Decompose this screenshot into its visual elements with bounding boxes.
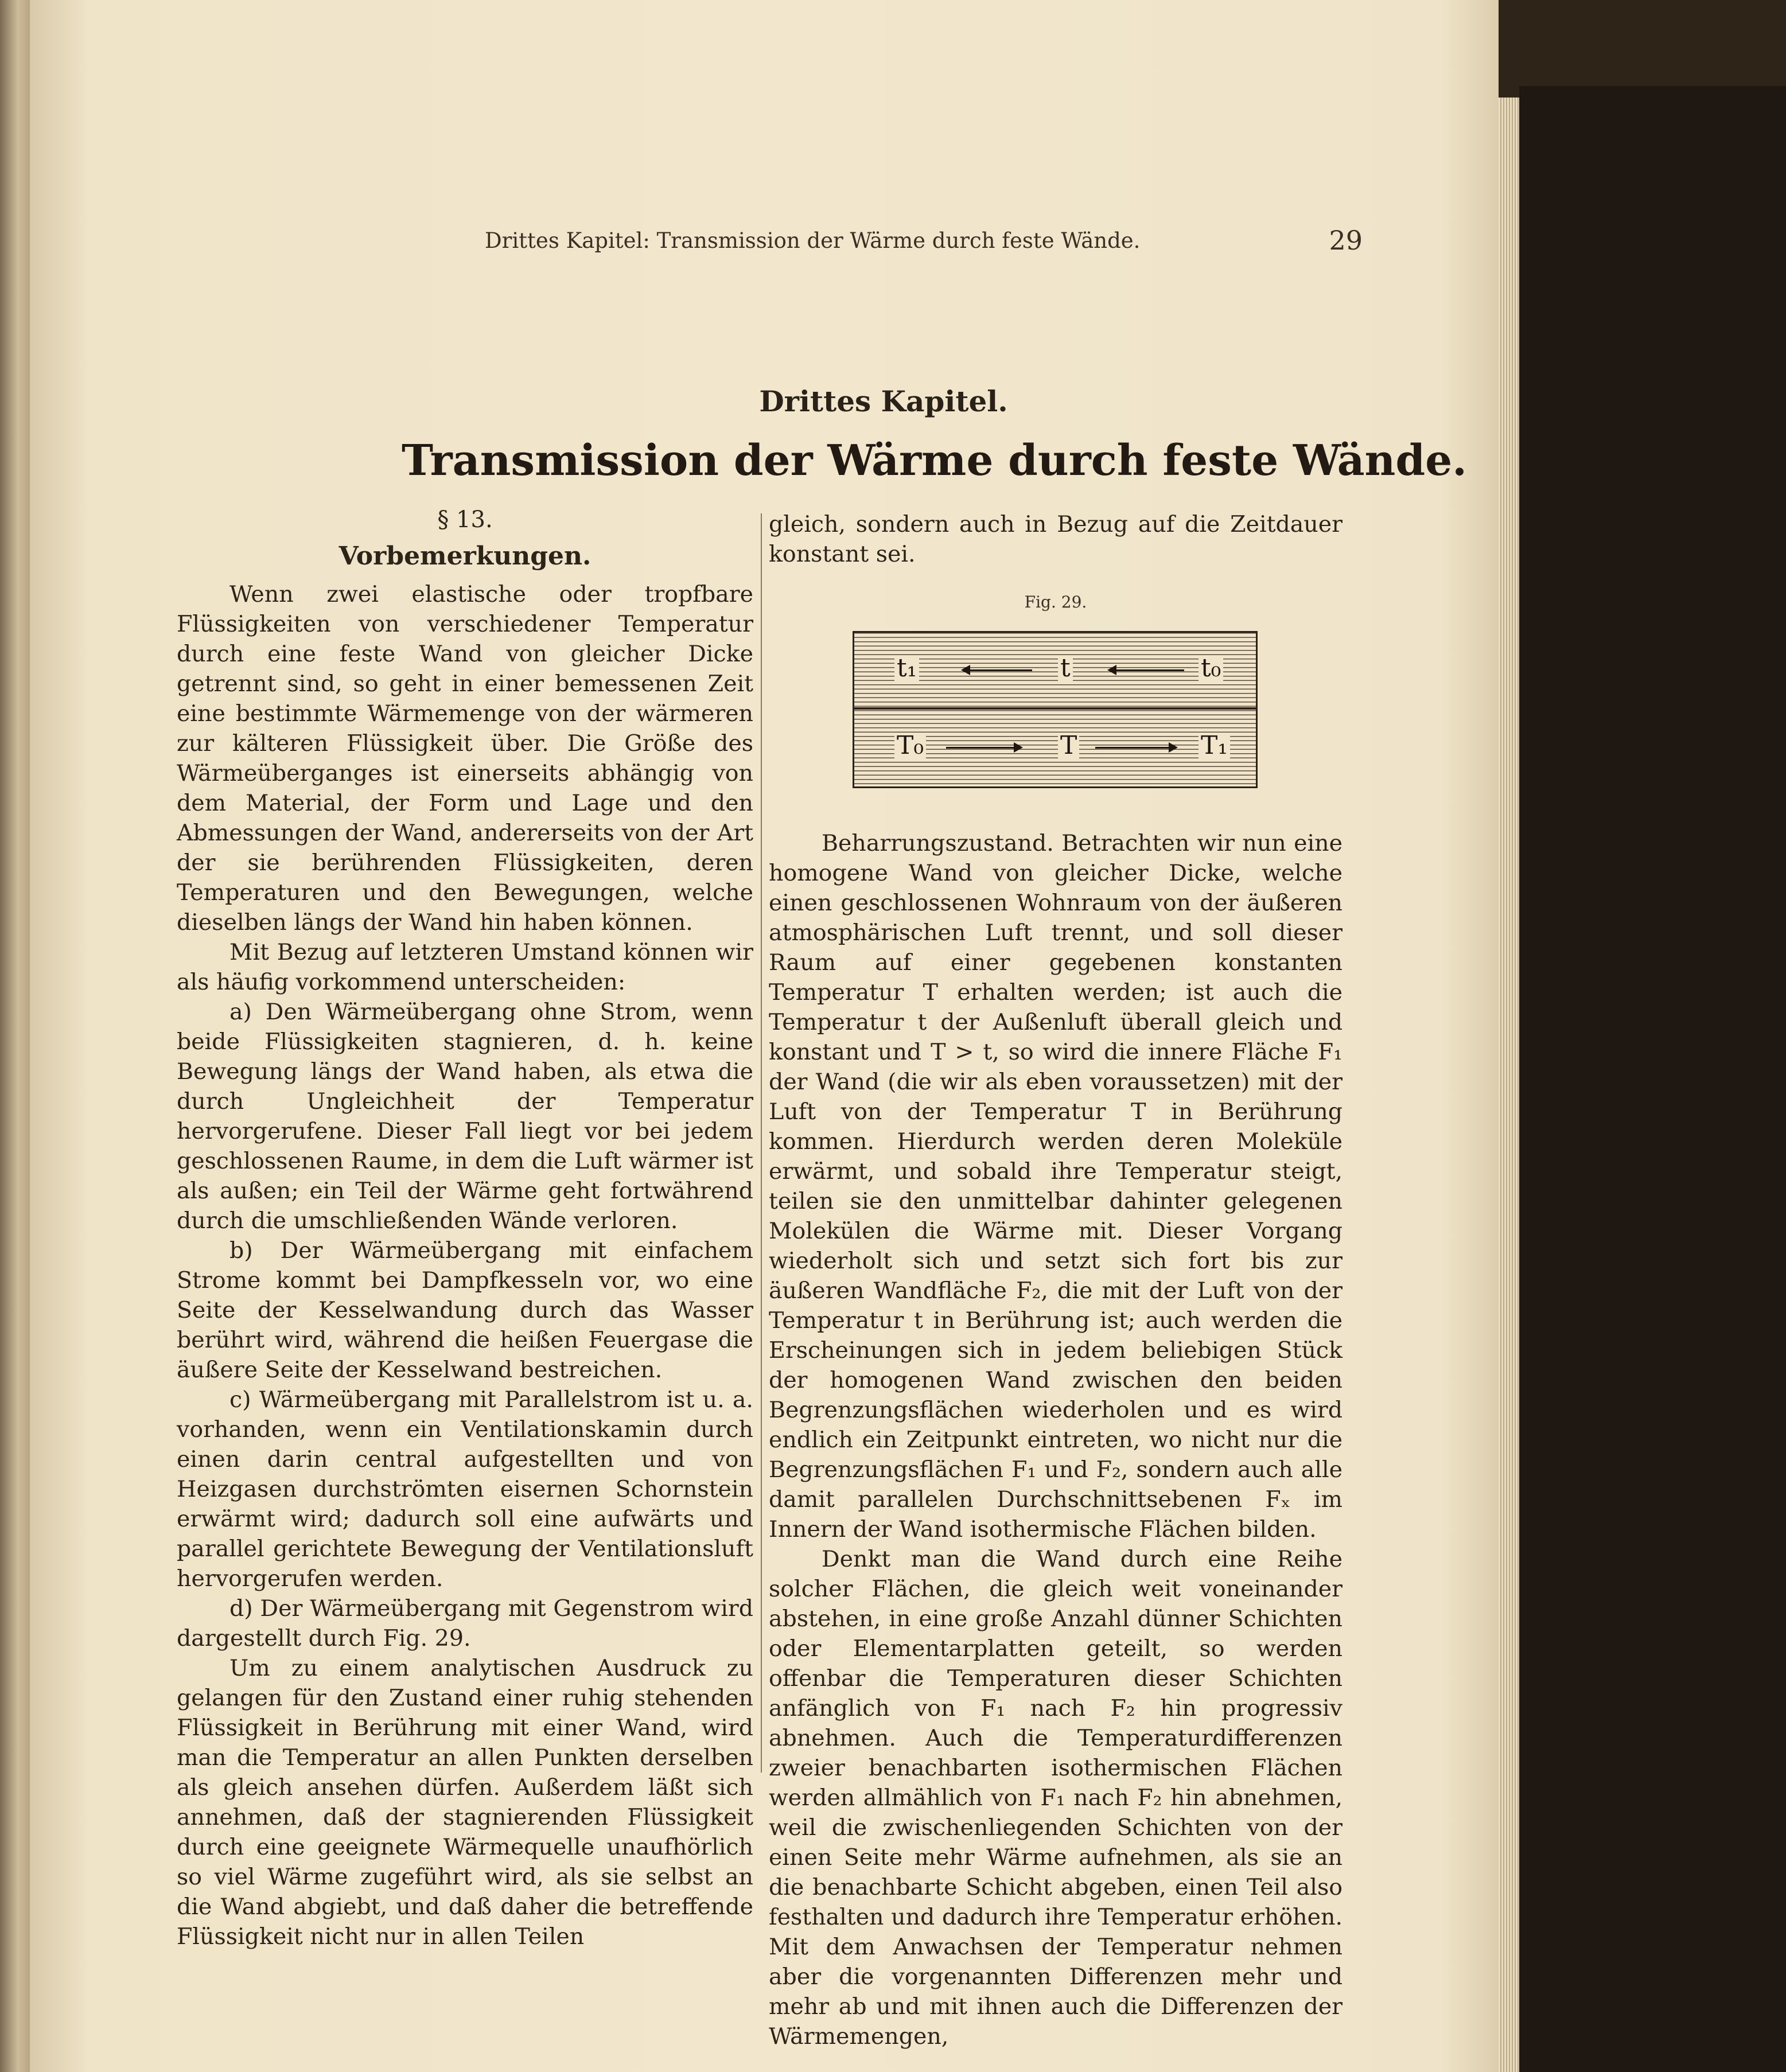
paragraph: Denkt man die Wand durch eine Reihe solcher Flächen, die gleich weit voneinander abstehen, in eine große Anzahl dünner Schichten oder Elementarplatten geteilt, so werden offenbar die Temperaturen dieser Schichten anfänglich von F₁ nach F₂ hin progressiv abnehmen. Auch die Temperaturdifferenzen zweier benachbarten isothermischen Flächen werden allmählich von F₁ nach F₂ hin abnehmen, weil die zwischenliegenden Schichten von der einen Seite mehr Wärme aufnehmen, als sie an die benachbarte Schicht abgeben, einen Teil also festhalten und dadurch ihre Temperatur erhöhen. Mit dem Anwachsen der Temperatur nehmen aber die vorgenannten Differenzen mehr und mehr ab und mit ihnen auch die Differenzen der Wärmemengen, [769,1546,1343,2050]
section-title: Vorbemerkungen. [338,542,592,571]
paragraph: d) Der Wärmeübergang mit Gegenstrom wird dargestellt durch Fig. 29. [177,1595,753,1652]
chapter-label: Drittes Kapitel. [759,384,1008,418]
running-head: Drittes Kapitel: Transmission der Wärme durch feste Wände. [485,228,1141,253]
book-cover [1519,86,1786,2072]
arrow-right-icon [1095,747,1176,749]
chapter-title: Transmission der Wärme durch feste Wände. [402,436,1467,485]
paragraph: Beharrungszustand. Betrachten wir nun eine homogene Wand von gleicher Dicke, welche einen geschlossenen Wohnraum von der äußeren atmosphärischen Luft trennt, und soll dieser Raum auf einer gegebenen konstanten Temperatur T erhalten werden; ist auch die Temperatur t der Außenluft überall gleich und konstant und T > t, so wird die innere Fläche F₁ der Wand (die wir als eben voraussetzen) mit der Luft von der Temperatur T in Berührung kommen. Hierdurch werden deren Moleküle erwärmt, und sobald ihre Temperatur steigt, teilen sie den unmittelbar dahinter gelegenen Molekülen die Wärme mit. Dieser Vorgang wiederholt sich und setzt sich fort bis zur äußeren Wandfläche F₂, die mit der Luft von der Temperatur t in Berührung ist; auch werden die Erscheinungen sich in jedem beliebigen Stück der homogenen Wand zwischen den beiden Begrenzungsflächen wiederholen und es wird endlich ein Zeitpunkt eintreten, wo nicht nur die Begrenzungsflächen F₁ und F₂, sondern auch alle damit parallelen Durchschnittsebenen Fₓ im Innern der Wand isothermische Flächen bilden. [769,830,1343,1543]
paragraph: Mit Bezug auf letzteren Umstand können wir als häufig vorkommend unterscheiden: [177,939,753,995]
arrow-left-icon [963,669,1032,671]
paragraph: Wenn zwei elastische oder tropfbare Flüssigkeiten von verschiedener Temperatur durch eine feste Wand von gleicher Dicke getrennt sind, so geht in einer bemessenen Zeit eine bestimmte Wärmemenge von der wärmeren zur kälteren Flüssigkeit über. Die Größe des Wärmeüberganges ist einerseits abhängig von dem Material, der Form und Lage und den Abmessungen der Wand, andererseits von der Art der sie berührenden Flüssigkeiten, deren Temperaturen und den Bewegungen, welche dieselben längs der Wand hin haben können. [177,581,753,936]
arrow-right-icon [946,747,1021,749]
paragraph: gleich, sondern auch in Bezug auf die Zeitdauer konstant sei. [769,511,1343,567]
label-T0: T₀ [894,733,926,758]
label-t1: t₁ [894,656,919,681]
column-rule [761,513,762,1773]
label-t: t [1058,656,1073,681]
right-column [769,509,1343,2051]
figure-caption: Fig. 29. [1024,593,1087,612]
section-number: § 13. [437,507,493,533]
figure-29-wall-diagram [853,631,1258,788]
page-number: 29 [1329,225,1363,256]
page-stack-edge [1499,98,1519,2072]
paragraph: a) Den Wärmeübergang ohne Strom, wenn beide Flüssigkeiten stagnieren, d. h. keine Bewegung längs der Wand haben, als etwa die durch Ungleichheit der Temperatur hervorgerufene. Dieser Fall liegt vor bei jedem geschlossenen Raume, in dem die Luft wärmer ist als außen; ein Teil der Wärme geht fortwährend durch die umschließenden Wände verloren. [177,999,753,1234]
arrow-left-icon [1110,669,1184,671]
wall-divider [854,707,1256,710]
paragraph: c) Wärmeübergang mit Parallelstrom ist u. a. vorhanden, wenn ein Ventilationskamin durch einen darin central aufgestellten und von Heizgasen durchströmten eisernen Schornstein erwärmt wird; dadurch soll eine aufwärts und parallel gerichtete Bewegung der Ventilationsluft hervorgerufen werden. [177,1386,753,1592]
paragraph: b) Der Wärmeübergang mit einfachem Strome kommt bei Dampfkesseln vor, wo eine Seite der Kesselwandung durch das Wasser berührt wird, während die heißen Feuergase die äußere Seite der Kesselwand bestreichen. [177,1237,753,1383]
label-T: T [1058,733,1079,758]
paragraph: Um zu einem analytischen Ausdruck zu gelangen für den Zustand einer ruhig stehenden Flüssigkeit in Berührung mit einer Wand, wird man die Temperatur an allen Punkten derselben als gleich ansehen dürfen. Außerdem läßt sich annehmen, daß der stagnierenden Flüssigkeit durch eine geeignete Wärmequelle unaufhörlich so viel Wärme zugeführt wird, als sie selbst an die Wand abgiebt, und daß daher die betreffende Flüssigkeit nicht nur in allen Teilen [177,1655,753,1950]
label-t0: t₀ [1199,656,1223,681]
facing-page-edge [0,0,30,2072]
label-T1: T₁ [1199,733,1230,758]
left-column [177,505,753,1952]
